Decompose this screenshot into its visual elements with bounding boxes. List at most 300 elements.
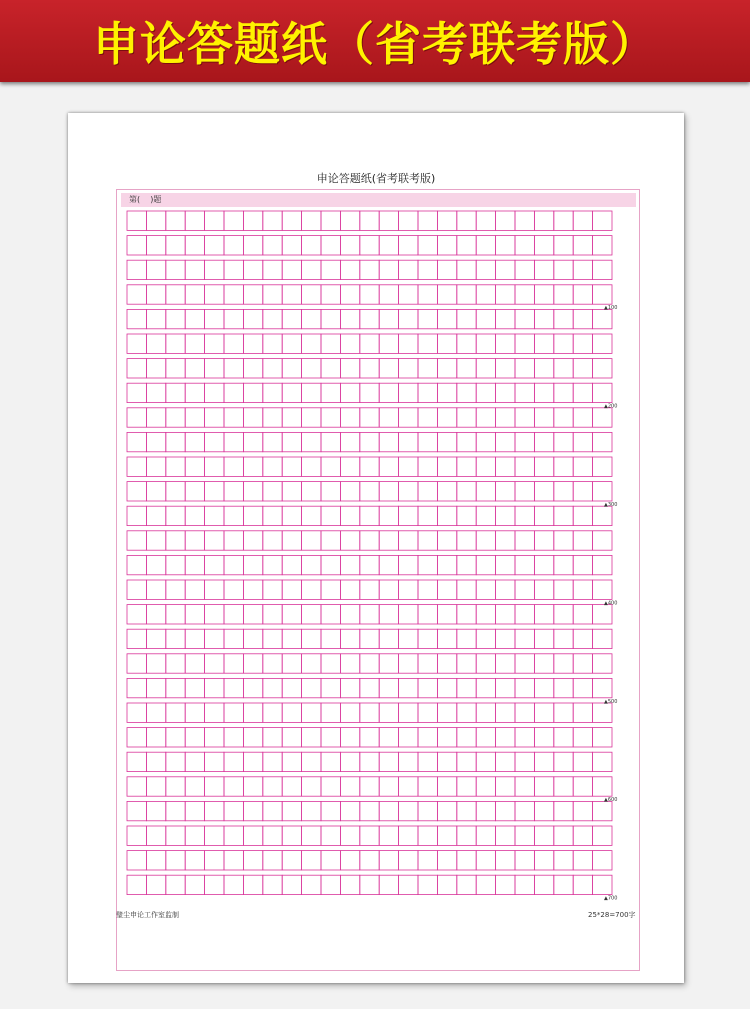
grid-cell	[360, 432, 379, 451]
grid-cell	[515, 211, 534, 230]
grid-cell	[263, 482, 282, 501]
grid-cell	[593, 678, 612, 697]
grid-cell	[282, 285, 301, 304]
grid-cell	[437, 236, 456, 255]
grid-cell	[399, 309, 418, 328]
grid-cell	[573, 654, 592, 673]
grid-cell	[166, 605, 185, 624]
grid-cell	[418, 408, 437, 427]
grid-cell	[146, 506, 165, 525]
grid-cell	[340, 555, 359, 574]
grid-cell	[243, 334, 262, 353]
grid-cell	[224, 383, 243, 402]
grid-cell	[185, 482, 204, 501]
grid-cell	[515, 555, 534, 574]
grid-cell	[496, 752, 515, 771]
grid-cell	[321, 752, 340, 771]
grid-cell	[302, 555, 321, 574]
grid-cell	[457, 851, 476, 870]
grid-cell	[360, 752, 379, 771]
grid-cell	[496, 531, 515, 550]
grid-cell	[127, 309, 146, 328]
grid-cell	[340, 826, 359, 845]
grid-cell	[146, 260, 165, 279]
grid-cell	[340, 359, 359, 378]
grid-cell	[243, 211, 262, 230]
grid-cell	[243, 309, 262, 328]
grid-cell	[282, 309, 301, 328]
grid-cell	[379, 728, 398, 747]
grid-cell	[554, 678, 573, 697]
grid-cell	[418, 752, 437, 771]
grid-cell	[573, 703, 592, 722]
grid-cell	[166, 654, 185, 673]
grid-cell	[263, 654, 282, 673]
grid-cell	[146, 605, 165, 624]
grid-cell	[554, 506, 573, 525]
grid-cell	[205, 531, 224, 550]
grid-cell	[496, 654, 515, 673]
grid-cell	[515, 629, 534, 648]
grid-cell	[593, 580, 612, 599]
grid-cell	[360, 605, 379, 624]
grid-cell	[146, 801, 165, 820]
grid-cell	[379, 236, 398, 255]
grid-cell	[515, 408, 534, 427]
grid-cell	[360, 728, 379, 747]
grid-cell	[496, 359, 515, 378]
grid-cell	[263, 580, 282, 599]
grid-cell	[554, 801, 573, 820]
grid-cell	[243, 457, 262, 476]
grid-cell	[243, 654, 262, 673]
grid-cell	[457, 285, 476, 304]
grid-cell	[593, 482, 612, 501]
grid-cell	[166, 383, 185, 402]
grid-cell	[224, 654, 243, 673]
grid-cell	[185, 678, 204, 697]
grid-cell	[418, 482, 437, 501]
grid-cell	[185, 408, 204, 427]
grid-row	[127, 260, 612, 279]
grid-cell	[302, 383, 321, 402]
grid-cell	[340, 506, 359, 525]
grid-cell	[418, 531, 437, 550]
grid-cell	[146, 211, 165, 230]
grid-cell	[418, 728, 437, 747]
grid-cell	[534, 678, 553, 697]
grid-cell	[166, 260, 185, 279]
grid-cell	[379, 334, 398, 353]
grid-cell	[166, 432, 185, 451]
grid-cell	[282, 875, 301, 894]
grid-cell	[340, 678, 359, 697]
grid-cell	[146, 777, 165, 796]
grid-cell	[340, 801, 359, 820]
grid-cell	[302, 309, 321, 328]
grid-cell	[573, 826, 592, 845]
word-count-marker: ▲600	[604, 797, 618, 804]
grid-cell	[437, 851, 456, 870]
grid-cell	[457, 555, 476, 574]
grid-cell	[321, 703, 340, 722]
grid-cell	[146, 359, 165, 378]
grid-cell	[360, 875, 379, 894]
grid-frame	[116, 189, 640, 971]
grid-cell	[185, 457, 204, 476]
grid-cell	[437, 359, 456, 378]
grid-cell	[321, 629, 340, 648]
grid-row	[127, 851, 612, 870]
grid-cell	[243, 826, 262, 845]
grid-cell	[554, 580, 573, 599]
grid-cell	[399, 506, 418, 525]
grid-cell	[457, 211, 476, 230]
grid-cell	[243, 236, 262, 255]
grid-cell	[282, 654, 301, 673]
grid-cell	[302, 260, 321, 279]
grid-cell	[379, 752, 398, 771]
grid-cell	[146, 482, 165, 501]
grid-cell	[360, 309, 379, 328]
grid-cell	[437, 678, 456, 697]
grid-cell	[379, 678, 398, 697]
grid-cell	[321, 678, 340, 697]
grid-cell	[399, 851, 418, 870]
grid-cell	[418, 285, 437, 304]
grid-row	[127, 531, 612, 550]
grid-cell	[360, 580, 379, 599]
grid-cell	[515, 728, 534, 747]
grid-cell	[476, 555, 495, 574]
grid-cell	[418, 875, 437, 894]
grid-cell	[224, 555, 243, 574]
grid-cell	[340, 605, 359, 624]
grid-row	[127, 236, 612, 255]
grid-row	[127, 506, 612, 525]
grid-cell	[302, 285, 321, 304]
grid-cell	[399, 236, 418, 255]
grid-cell	[340, 236, 359, 255]
grid-cell	[302, 211, 321, 230]
grid-cell	[302, 851, 321, 870]
grid-cell	[515, 826, 534, 845]
grid-cell	[399, 457, 418, 476]
grid-cell	[166, 678, 185, 697]
grid-cell	[437, 605, 456, 624]
grid-cell	[476, 752, 495, 771]
grid-cell	[534, 654, 553, 673]
grid-cell	[418, 801, 437, 820]
grid-cell	[534, 777, 553, 796]
grid-cell	[185, 875, 204, 894]
grid-cell	[379, 359, 398, 378]
grid-cell	[205, 555, 224, 574]
grid-cell	[515, 309, 534, 328]
grid-cell	[515, 777, 534, 796]
grid-cell	[593, 629, 612, 648]
grid-cell	[340, 408, 359, 427]
grid-cell	[554, 629, 573, 648]
grid-cell	[573, 752, 592, 771]
grid-cell	[437, 482, 456, 501]
grid-cell	[302, 826, 321, 845]
grid-cell	[263, 555, 282, 574]
grid-cell	[534, 703, 553, 722]
grid-cell	[418, 432, 437, 451]
grid-cell	[457, 531, 476, 550]
grid-cell	[205, 506, 224, 525]
grid-cell	[593, 826, 612, 845]
grid-row	[127, 678, 612, 697]
grid-cell	[515, 482, 534, 501]
grid-cell	[554, 285, 573, 304]
grid-cell	[515, 654, 534, 673]
grid-cell	[360, 654, 379, 673]
grid-row	[127, 309, 612, 328]
grid-cell	[224, 359, 243, 378]
grid-cell	[593, 531, 612, 550]
grid-cell	[457, 383, 476, 402]
grid-cell	[515, 285, 534, 304]
grid-cell	[515, 506, 534, 525]
grid-cell	[437, 506, 456, 525]
grid-cell	[263, 678, 282, 697]
grid-cell	[399, 654, 418, 673]
grid-cell	[166, 285, 185, 304]
grid-cell	[593, 260, 612, 279]
grid-cell	[476, 383, 495, 402]
grid-cell	[534, 260, 553, 279]
grid-cell	[593, 285, 612, 304]
grid-cell	[146, 875, 165, 894]
grid-cell	[205, 703, 224, 722]
grid-cell	[457, 654, 476, 673]
grid-cell	[593, 752, 612, 771]
grid-cell	[243, 531, 262, 550]
grid-cell	[573, 605, 592, 624]
grid-cell	[534, 801, 553, 820]
grid-cell	[127, 408, 146, 427]
grid-cell	[476, 875, 495, 894]
grid-cell	[243, 875, 262, 894]
word-count-marker: ▲500	[604, 698, 618, 705]
grid-row	[127, 654, 612, 673]
grid-cell	[437, 777, 456, 796]
grid-cell	[418, 580, 437, 599]
grid-cell	[321, 285, 340, 304]
grid-cell	[593, 506, 612, 525]
grid-cell	[127, 236, 146, 255]
grid-cell	[263, 383, 282, 402]
grid-cell	[496, 580, 515, 599]
grid-cell	[399, 605, 418, 624]
grid-cell	[496, 260, 515, 279]
grid-cell	[282, 359, 301, 378]
grid-cell	[399, 703, 418, 722]
grid-cell	[457, 260, 476, 279]
grid-cell	[146, 408, 165, 427]
grid-cell	[496, 801, 515, 820]
grid-cell	[243, 629, 262, 648]
grid-cell	[360, 408, 379, 427]
grid-cell	[554, 211, 573, 230]
grid-cell	[185, 777, 204, 796]
grid-row	[127, 285, 612, 304]
grid-cell	[166, 703, 185, 722]
grid-cell	[457, 236, 476, 255]
grid-cell	[476, 309, 495, 328]
grid-cell	[418, 605, 437, 624]
grid-cell	[166, 211, 185, 230]
grid-cell	[205, 851, 224, 870]
grid-cell	[224, 605, 243, 624]
grid-cell	[224, 678, 243, 697]
grid-cell	[302, 728, 321, 747]
grid-cell	[302, 703, 321, 722]
grid-cell	[360, 457, 379, 476]
grid-cell	[263, 260, 282, 279]
grid-cell	[534, 211, 553, 230]
grid-cell	[127, 359, 146, 378]
grid-cell	[146, 752, 165, 771]
footer-credit: 璧尘申论工作室监制	[116, 911, 179, 919]
grid-cell	[496, 851, 515, 870]
grid-cell	[340, 531, 359, 550]
grid-cell	[593, 457, 612, 476]
grid-cell	[321, 605, 340, 624]
grid-cell	[205, 260, 224, 279]
grid-cell	[534, 285, 553, 304]
grid-cell	[476, 629, 495, 648]
grid-row	[127, 211, 612, 230]
grid-cell	[360, 383, 379, 402]
grid-cell	[554, 236, 573, 255]
grid-cell	[554, 826, 573, 845]
grid-cell	[127, 654, 146, 673]
grid-cell	[166, 408, 185, 427]
grid-cell	[224, 408, 243, 427]
grid-cell	[437, 383, 456, 402]
grid-cell	[515, 703, 534, 722]
grid-cell	[593, 309, 612, 328]
grid-cell	[185, 703, 204, 722]
grid-cell	[205, 728, 224, 747]
grid-cell	[340, 629, 359, 648]
grid-cell	[321, 728, 340, 747]
grid-cell	[418, 457, 437, 476]
grid-cell	[321, 826, 340, 845]
grid-cell	[476, 703, 495, 722]
grid-cell	[302, 408, 321, 427]
grid-cell	[127, 678, 146, 697]
grid-cell	[282, 629, 301, 648]
grid-cell	[496, 383, 515, 402]
grid-cell	[282, 752, 301, 771]
grid-cell	[302, 678, 321, 697]
grid-cell	[379, 457, 398, 476]
grid-row	[127, 703, 612, 722]
grid-cell	[166, 531, 185, 550]
grid-cell	[457, 457, 476, 476]
grid-cell	[360, 801, 379, 820]
grid-cell	[515, 801, 534, 820]
grid-cell	[127, 555, 146, 574]
grid-cell	[515, 383, 534, 402]
grid-cell	[554, 555, 573, 574]
grid-cell	[418, 654, 437, 673]
grid-cell	[437, 285, 456, 304]
grid-row	[127, 728, 612, 747]
grid-cell	[302, 457, 321, 476]
grid-cell	[263, 457, 282, 476]
grid-cell	[457, 408, 476, 427]
grid-cell	[224, 236, 243, 255]
grid-cell	[554, 654, 573, 673]
grid-cell	[243, 555, 262, 574]
grid-cell	[476, 236, 495, 255]
grid-cell	[205, 383, 224, 402]
grid-cell	[476, 605, 495, 624]
grid-cell	[263, 334, 282, 353]
grid-cell	[263, 285, 282, 304]
grid-cell	[205, 777, 224, 796]
grid-cell	[437, 580, 456, 599]
grid-cell	[476, 531, 495, 550]
grid-cell	[379, 383, 398, 402]
grid-cell	[437, 801, 456, 820]
grid-cell	[476, 678, 495, 697]
grid-cell	[476, 408, 495, 427]
grid-cell	[534, 826, 553, 845]
grid-cell	[205, 752, 224, 771]
grid-cell	[146, 703, 165, 722]
grid-cell	[496, 678, 515, 697]
grid-cell	[243, 359, 262, 378]
grid-cell	[593, 801, 612, 820]
grid-row	[127, 408, 612, 427]
grid-cell	[146, 285, 165, 304]
grid-cell	[205, 678, 224, 697]
grid-row	[127, 555, 612, 574]
grid-cell	[302, 334, 321, 353]
grid-cell	[243, 728, 262, 747]
grid-cell	[496, 309, 515, 328]
grid-cell	[127, 851, 146, 870]
grid-cell	[224, 211, 243, 230]
grid-cell	[573, 432, 592, 451]
grid-cell	[399, 801, 418, 820]
grid-cell	[418, 334, 437, 353]
grid-cell	[243, 285, 262, 304]
grid-cell	[205, 457, 224, 476]
grid-cell	[205, 408, 224, 427]
grid-cell	[166, 506, 185, 525]
grid-cell	[379, 531, 398, 550]
grid-cell	[399, 359, 418, 378]
grid-cell	[243, 752, 262, 771]
grid-cell	[534, 506, 553, 525]
grid-cell	[166, 629, 185, 648]
grid-cell	[127, 875, 146, 894]
grid-cell	[554, 260, 573, 279]
grid-cell	[205, 285, 224, 304]
grid-cell	[243, 260, 262, 279]
grid-cell	[243, 506, 262, 525]
grid-row	[127, 777, 612, 796]
grid-row	[127, 580, 612, 599]
grid-cell	[476, 851, 495, 870]
